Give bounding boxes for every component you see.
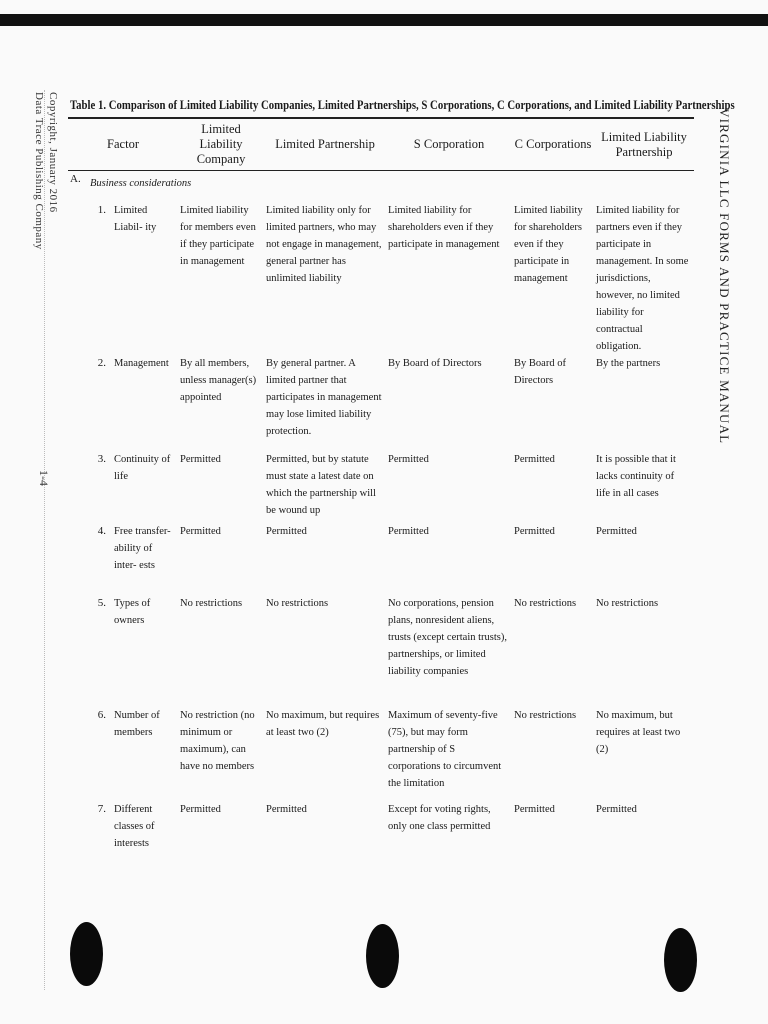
section-row (68, 171, 694, 203)
cell-lp: Permitted, but by statute must state a latest date on which the partnership will be wound up (266, 454, 376, 516)
section-label: Business considerations (90, 178, 192, 189)
row-factor: Different classes of interests (114, 804, 155, 849)
cell-s-corp: Permitted (388, 454, 429, 465)
header-lp: Limited Partnership (264, 118, 386, 171)
cell-lp: Limited liability only for limited partners, who may not engage in management, general partner has unlimited liability (266, 205, 382, 284)
cell-llp: It is possible that it lacks continuity of life in all cases (596, 454, 676, 499)
cell-llp: By the partners (596, 358, 661, 369)
running-header: VIRGINIA LLC FORMS AND PRACTICE MANUAL (717, 108, 732, 445)
cell-c-corp: Limited liability for shareholders even if they participate in management (514, 205, 583, 284)
row-factor: Number of members (114, 710, 160, 738)
section-letter: A. (70, 173, 81, 185)
table-title: Table 1. Comparison of Limited Liability Companies, Limited Partnerships, S Corporations, C Corporations, and Limited Liability Partnerships (70, 98, 735, 112)
cell-llp: No maximum, but requires at least two (2) (596, 710, 681, 755)
table-row (68, 202, 694, 355)
cell-lp: No restrictions (266, 598, 329, 609)
cell-s-corp: Permitted (388, 526, 429, 537)
cell-lp: By general partner. A limited partner that participates in management may lose limited liability protection. (266, 358, 382, 437)
cell-s-corp: No corporations, pension plans, nonresident aliens, trusts (except certain trusts), partnerships, or limited liability companies (388, 598, 507, 677)
table-row (68, 707, 694, 801)
cell-llp: Limited liability for partners even if they participate in management. In some jurisdictions, however, no limited liability for contractual obligation. (596, 205, 689, 352)
cell-c-corp: Permitted (514, 804, 555, 815)
row-number: 7. (97, 803, 106, 815)
cell-lp: No maximum, but requires at least two (2) (266, 710, 380, 738)
row-factor: Free transfer- ability of inter- ests (114, 526, 171, 571)
cell-llc: No restriction (no minimum or maximum), can have no members (180, 710, 255, 772)
row-factor: Types of owners (114, 598, 151, 626)
cell-llp: Permitted (596, 804, 637, 815)
header-s-corp: S Corporation (386, 118, 512, 171)
cell-s-corp: By Board of Directors (388, 358, 482, 369)
header-c-corp: C Corporations (512, 118, 594, 171)
table-row (68, 451, 694, 523)
row-number: 5. (97, 597, 106, 609)
row-factor: Continuity of life (114, 454, 171, 482)
cell-llc: Limited liability for members even if they participate in management (180, 205, 256, 267)
table-row (68, 801, 694, 852)
cell-c-corp: By Board of Directors (514, 358, 566, 386)
row-number: 3. (97, 453, 106, 465)
cell-s-corp: Limited liability for shareholders even if they participate in management (388, 205, 500, 250)
row-number: 1. (97, 204, 106, 216)
cell-llc: By all members, unless manager(s) appointed (180, 358, 257, 403)
cell-s-corp: Except for voting rights, only one class permitted (388, 804, 491, 832)
scan-top-border (0, 14, 768, 26)
comparison-table (68, 117, 694, 852)
table-row (68, 523, 694, 595)
cell-c-corp: Permitted (514, 454, 555, 465)
cell-s-corp: Maximum of seventy-five (75), but may form partnership of S corporations to circumvent the limitation (388, 710, 502, 789)
row-number: 4. (97, 525, 106, 537)
copyright-line: Copyright, January 2016 (47, 92, 59, 213)
cell-llp: Permitted (596, 526, 637, 537)
header-llc: Limited Liability Company (178, 118, 264, 171)
row-factor: Management (114, 358, 169, 369)
row-number: 2. (97, 357, 106, 369)
header-row (68, 118, 694, 171)
binder-hole (70, 922, 103, 986)
row-factor: Limited Liabil- ity (114, 205, 157, 233)
cell-lp: Permitted (266, 526, 307, 537)
page-number: 1-4 (37, 470, 51, 486)
header-factor: Factor (68, 118, 178, 171)
table-row (68, 355, 694, 451)
cell-lp: Permitted (266, 804, 307, 815)
header-llp: Limited Liability Partnership (594, 118, 694, 171)
cell-llc: Permitted (180, 454, 221, 465)
cell-c-corp: No restrictions (514, 710, 577, 721)
binder-hole (366, 924, 399, 988)
cell-c-corp: No restrictions (514, 598, 577, 609)
row-number: 6. (97, 709, 106, 721)
cell-llc: Permitted (180, 804, 221, 815)
table-row (68, 595, 694, 707)
cell-llc: Permitted (180, 526, 221, 537)
cell-llp: No restrictions (596, 598, 659, 609)
binder-hole (664, 928, 697, 992)
cell-llc: No restrictions (180, 598, 243, 609)
cell-c-corp: Permitted (514, 526, 555, 537)
copyright-notice (32, 92, 60, 250)
publisher-line: Data Trace Publishing Company (33, 92, 45, 250)
